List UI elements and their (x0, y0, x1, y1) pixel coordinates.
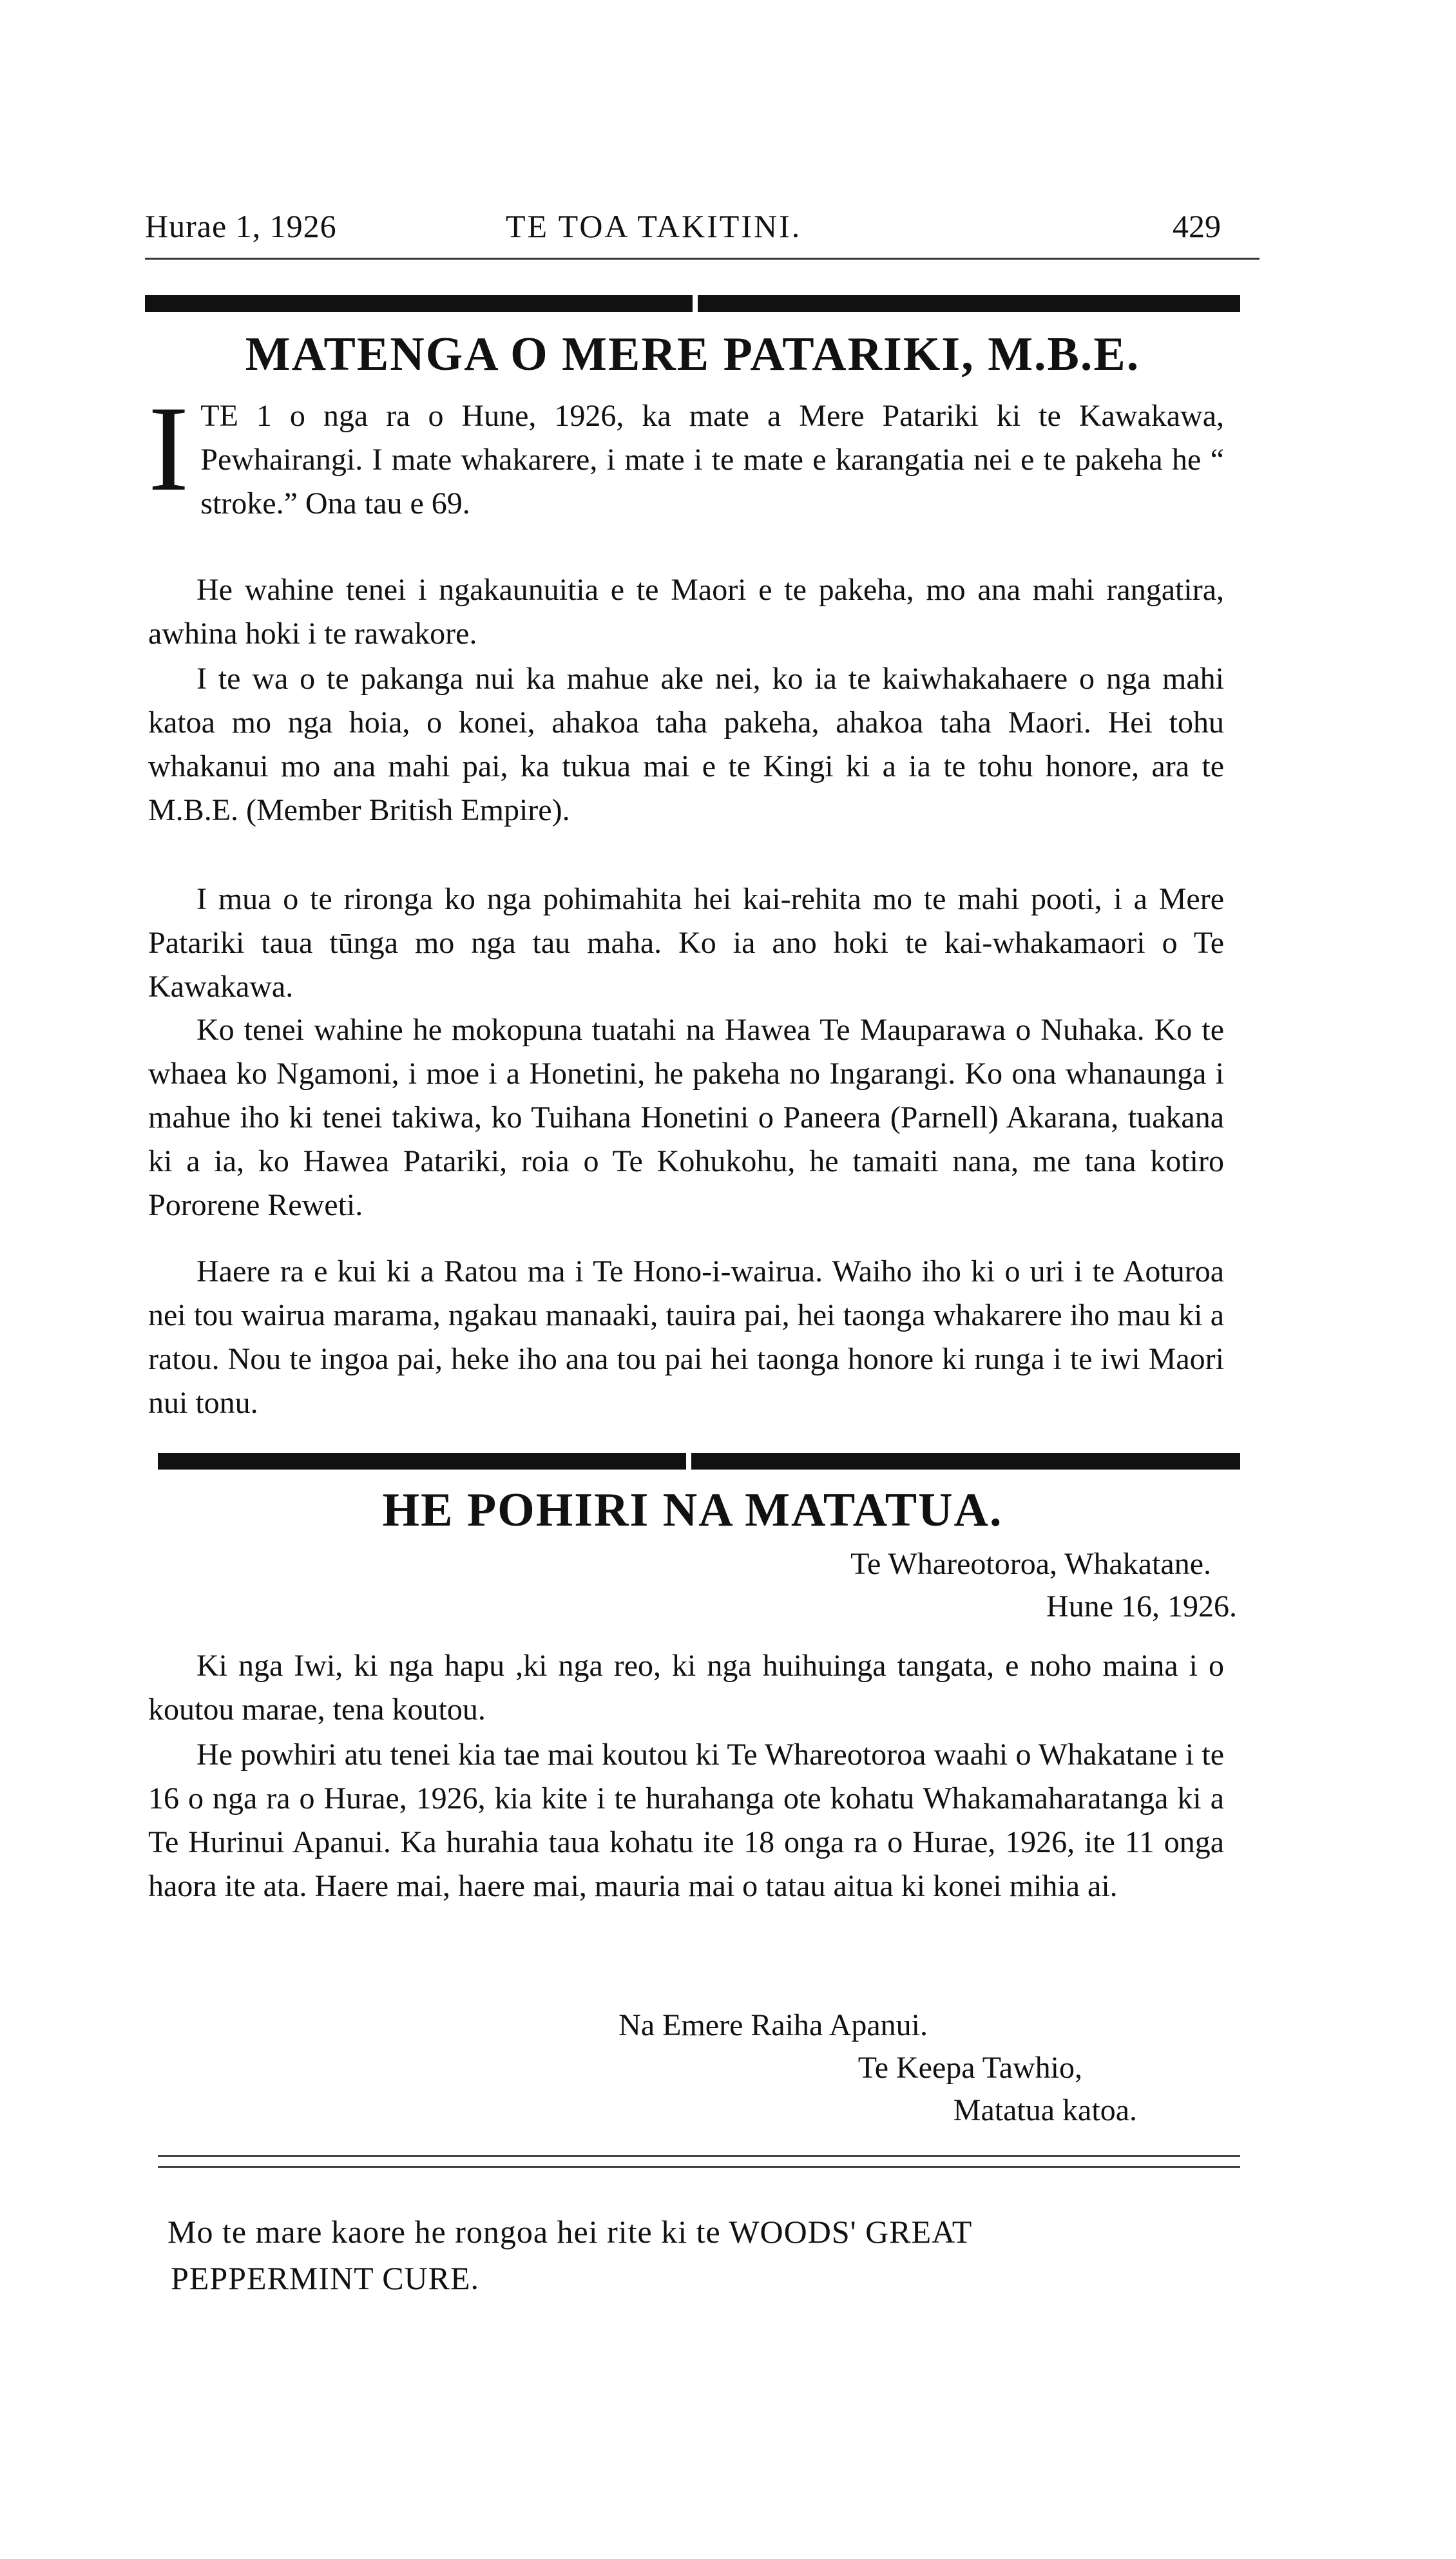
letter-paragraph: Ki nga Iwi, ki nga hapu ,ki nga reo, ki nga huihuinga tangata, e noho maina i o koutou marae, tena koutou. (148, 1649, 1224, 1727)
letter-date: Hune 16, 1926. (1046, 1589, 1237, 1624)
signature-line: Te Keepa Tawhio, (857, 2051, 1082, 2085)
section-divider-bar (158, 1453, 1240, 1470)
article-paragraph: Haere ra e kui ki a Ratou ma i Te Hono-i-wairua. Waiho iho ki o uri i te Aoturoa nei tou wairua marama, ngakau manaaki, tauira pai, hei taonga whakarere iho mau ki a ratou. Nou te ingoa pai, heke iho ana tou pai hei taonga honore ki runga i te iwi Maori nui tonu. (148, 1254, 1224, 1420)
article-paragraph: Ko tenei wahine he mokopuna tuatahi na Hawea Te Mauparawa o Nuhaka. Ko te whaea ko Ngamoni, i moe i a Honetini, he pakeha no Ingarangi. Ko ona whanaunga i mahue iho ki tenei takiwa, ko Tuihana Honetini o Paneera (Parnell) Akarana, tuakana ki a ia, ko Hawea Patariki, roia o Te Kohukohu, he tamaiti nana, me tana kotiro Pororene Reweti. (148, 1013, 1224, 1222)
advert-line: Mo te mare kaore he rongoa hei rite ki te WOODS' GREAT (168, 2214, 973, 2250)
double-rule (158, 2155, 1240, 2168)
article-paragraph (148, 381, 1224, 526)
header-page-number: 429 (1173, 208, 1221, 244)
letter-paragraph: He powhiri atu tenei kia tae mai koutou ki Te Whareotoroa waahi o Whakatane i te 16 o nga ra o Hurae, 1926, kia kite i te hurahanga ote kohatu Whakamaharatanga ki a Te Hurinui Apanui. Ka hurahia taua kohatu ite 18 onga ra o Hurae, 1926, ite 11 onga haora ite ata. Haere mai, haere mai, mauria mai o tatau aitua ki konei mihia ai. (148, 1738, 1224, 1903)
article-paragraph: I mua o te rironga ko nga pohimahita hei kai-rehita mo te mahi pooti, i a Mere Patariki taua tūnga mo nga tau maha. Ko ia ano hoki te kai-whakamaori o Te Kawakawa. (148, 882, 1224, 1004)
signature-line: Na Emere Raiha Apanui. (618, 2008, 928, 2042)
drop-cap: I (148, 381, 189, 517)
article-paragraph: I te wa o te pakanga nui ka mahue ake nei, ko ia te kaiwhakahaere o nga mahi katoa mo nga hoia, o konei, ahakoa taha pakeha, ahakoa taha Maori. Hei tohu whakanui mo ana mahi pai, ka tukua mai e te Kingi ki a ia te tohu honore, ara te M.B.E. (Member British Empire). (148, 662, 1224, 827)
article-title: MATENGA O MERE PATARIKI, M.B.E. (245, 328, 1140, 381)
article-title: HE POHIRI NA MATATUA. (382, 1484, 1003, 1537)
signature-line: Matatua katoa. (953, 2093, 1137, 2127)
section-divider-bar (145, 295, 1240, 312)
article-paragraph: He wahine tenei i ngakaunuitia e te Maori e te pakeha, mo ana mahi rangatira, awhina hoki i te rawakore. (148, 573, 1224, 651)
paragraph-text: TE 1 o nga ra o Hune, 1926, ka mate a Mere Patariki ki te Kawakawa, Pewhairangi. I mate whakarere, i mate i te mate e karangatia nei e te pakeha he “ stroke.” Ona tau e 69. (200, 399, 1224, 521)
header-rule (145, 258, 1260, 260)
running-header (145, 207, 1240, 253)
header-date: Hurae 1, 1926 (145, 208, 337, 244)
header-publication: TE TOA TAKITINI. (506, 208, 802, 244)
advert-line: PEPPERMINT CURE. (171, 2260, 480, 2296)
letter-place: Te Whareotoroa, Whakatane. (850, 1547, 1211, 1581)
